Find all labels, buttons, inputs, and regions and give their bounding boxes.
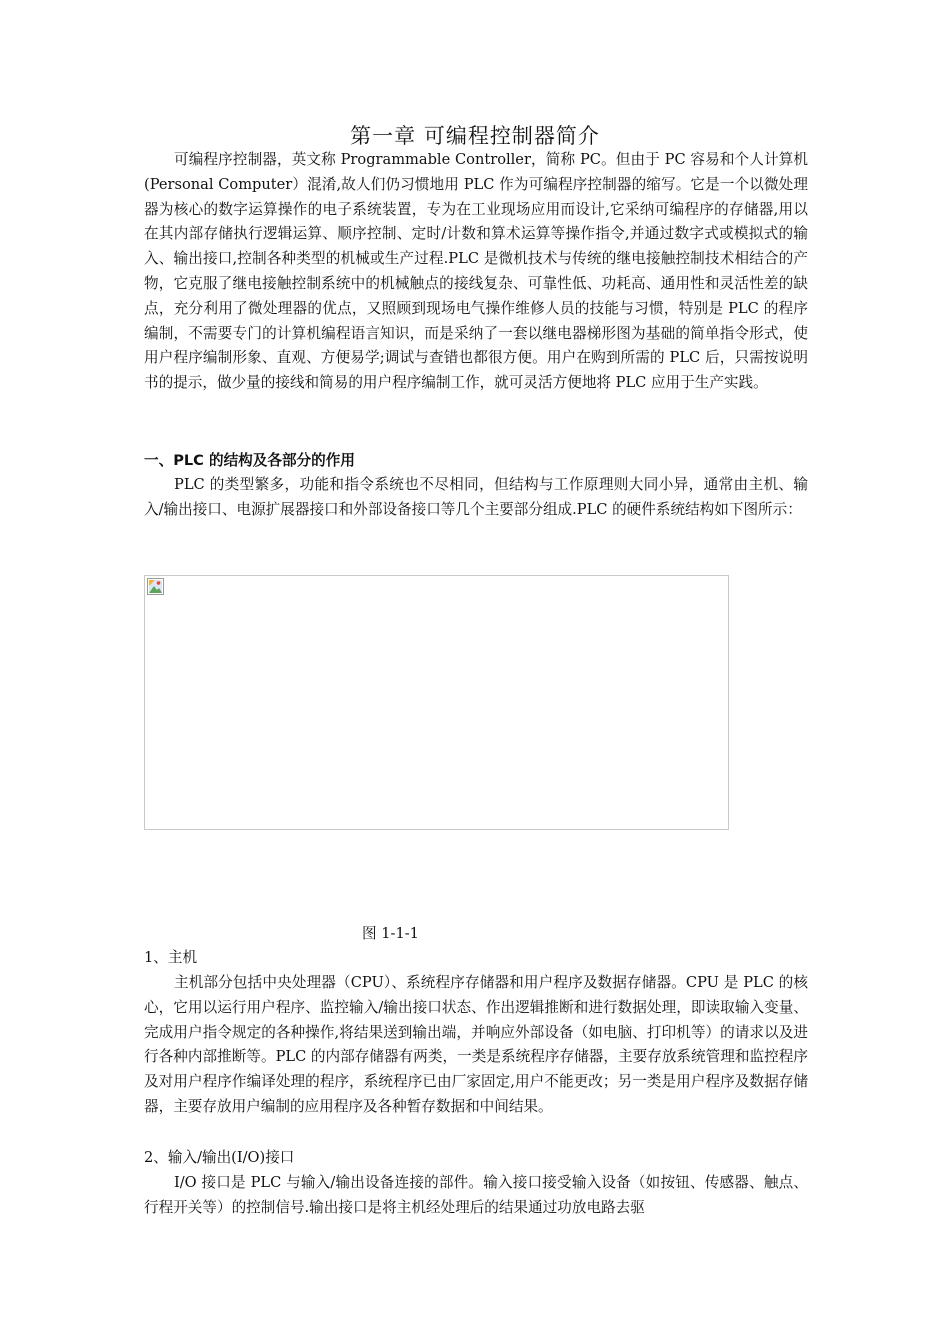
host-paragraph: 主机部分包括中央处理器（CPU）、系统程序存储器和用户程序及数据存储器。CPU 是 PLC 的核心，它用以运行用户程序、监控输入/输出接口状态、作出逻辑推断和进行数据处理，即读取输入变量、完成用户指令规定的各种操作,将结果送到输出端，并响应外部设备（如电脑、打印机等）的请求以及进行各种内部推断等。PLC 的内部存储器有两类，一类是系统程序存储器，主要存放系统管理和监控程序及对用户程序作编译处理的程序，系统程序已由厂家固定,用户不能更改；另一类是用户程序及数据存储器，主要存放用户编制的应用程序及各种暂存数据和中间结果。 (144, 974, 808, 1115)
intro-paragraph: 可编程序控制器，英文称 Programmable Controller，简称 PC。但由于 PC 容易和个人计算机(Personal Computer）混淆,故人们仍习惯地用 PLC 作为可编程序控制器的缩写。它是一个以微处理器为核心的数字运算操作的电子系统装置，专为在工业现场应用而设计,它采纳可编程序的存储器,用以在其内部存储执行逻辑运算、顺序控制、定时/计数和算术运算等操作指令,并通过数字式或模拟式的输入、输出接口,控制各种类型的机械或生产过程.PLC 是微机技术与传统的继电接触控制技术相结合的产物，它克服了继电接触控制系统中的机械触点的接线复杂、可靠性低、功耗高、通用性和灵活性差的缺点，充分利用了微处理器的优点，又照顾到现场电气操作维修人员的技能与习惯，特别是 PLC 的程序编制，不需要专门的计算机编程语言知识，而是采纳了一套以继电器梯形图为基础的简单指令形式，使用户程序编制形象、直观、方便易学;调试与查错也都很方便。用户在购到所需的 PLC 后，只需按说明书的提示，做少量的接线和简易的用户程序编制工作，就可灵活方便地将 PLC 应用于生产实践。 (144, 151, 808, 392)
chapter-title: 第一章 可编程控制器简介 (350, 124, 600, 148)
broken-image-icon (147, 578, 164, 595)
subsection-heading-host: 1、主机 (144, 949, 198, 966)
figure-caption: 图 1-1-1 (362, 925, 419, 942)
figure-placeholder (144, 575, 729, 830)
io-paragraph: I/O 接口是 PLC 与输入/输出设备连接的部件。输入接口接受输入设备（如按钮、传感器、触点、行程开关等）的控制信号.输出接口是将主机经处理后的结果通过功放电路去驱 (144, 1174, 808, 1216)
subsection-heading-io: 2、输入/输出(I/O)接口 (144, 1149, 295, 1166)
section-heading: 一、PLC 的结构及各部分的作用 (144, 452, 355, 469)
section-paragraph: PLC 的类型繁多，功能和指令系统也不尽相同，但结构与工作原理则大同小异，通常由主机、输入/输出接口、电源扩展器接口和外部设备接口等几个主要部分组成.PLC 的硬件系统结构如下图所示： (144, 476, 808, 518)
